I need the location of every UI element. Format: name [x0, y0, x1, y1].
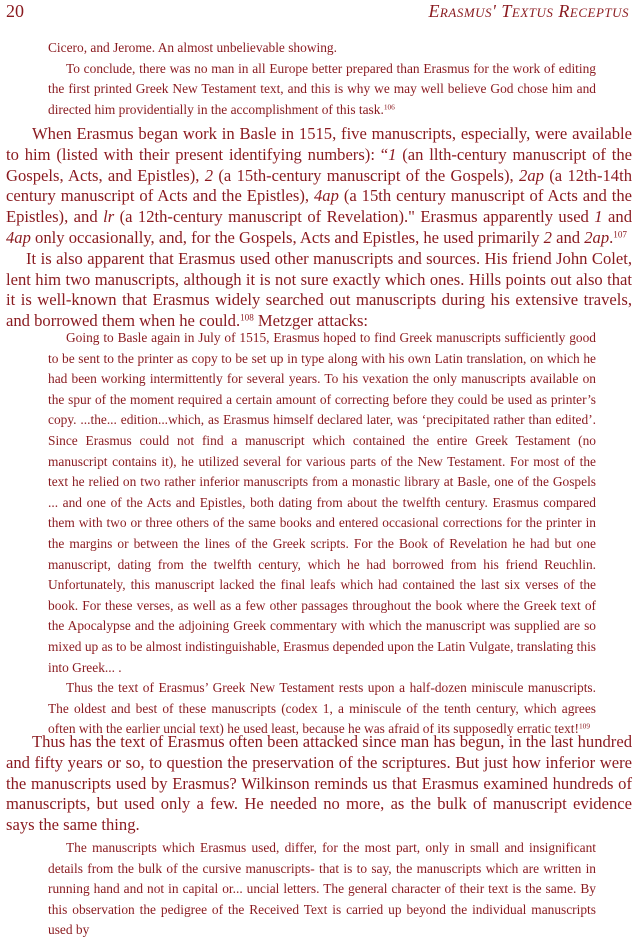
- body-text: .: [609, 227, 614, 247]
- body-text: (a 12th-century manuscript of Revelation)." Erasmus apparently used: [114, 207, 595, 227]
- footnote-ref-107: 107: [613, 229, 627, 240]
- manuscript-id: 4ap: [6, 227, 31, 247]
- body-paragraph: [6, 249, 632, 332]
- quote-text: To conclude, there was no man in all Europe better prepared than Erasmus for the work of editing the first printed Greek New Testament text, and this is why we may well believe God chose him and directed him providentially in the accomplishment of this task.: [48, 60, 596, 117]
- quote-continuation: Cicero, and Jerome. An almost unbelievable showing.: [48, 40, 337, 55]
- body-text: It is also apparent that Erasmus used other manuscripts and sources. His friend John Colet, lent him two manuscripts, although it is not sure exactly which ones. Hills points out also that it is well-known that Erasmus widely searched out manuscripts during his extensive travels, and borrowed them when he could.: [6, 248, 632, 331]
- manuscript-id: 2: [543, 227, 552, 247]
- page-header: [0, 0, 637, 24]
- quote-paragraph: [48, 678, 596, 740]
- quote-paragraph: [48, 59, 596, 121]
- manuscript-id: 2ap: [519, 165, 544, 185]
- manuscript-id: 2: [204, 165, 214, 185]
- body-text: and: [602, 207, 632, 227]
- footnote-ref-109: 109: [578, 721, 591, 731]
- quote-text: Thus the text of Erasmus’ Greek New Testament rests upon a half-dozen miniscule manuscripts. The oldest and best of these manuscripts (codex 1, a miniscule of the tenth century, which agrees often with the earlier uncial text) he used least, because he was afraid of its supposedly erratic text!: [48, 680, 596, 737]
- manuscript-id: 4ap: [313, 186, 339, 206]
- body-text: (an llth-century manuscript of the Gospels, Acts, and Epistles),: [6, 144, 632, 185]
- manuscript-id: lr: [103, 207, 115, 227]
- block-quote-2: [48, 328, 596, 740]
- footnote-ref-106: 106: [383, 102, 395, 112]
- body-text: (a 15th-century manuscript of the Gospels),: [213, 165, 520, 185]
- manuscript-id: 1: [388, 144, 397, 164]
- body-text: Metzger attacks:: [253, 311, 369, 331]
- body-text-1: [6, 124, 632, 332]
- block-quote-3: [48, 838, 596, 941]
- running-head: Erasmus' Textus Receptus: [428, 1, 629, 21]
- body-text-2: [6, 732, 632, 836]
- body-text: and: [551, 227, 585, 247]
- body-paragraph: Thus has the text of Erasmus often been attacked since man has begun, in the last hundred and fifty years or so, to question the preservation of the scriptures. But just how inferior were the manuscripts used by Erasmus? Wilkinson reminds us that Erasmus examined hundreds of manuscripts, but used only a few. He needed no more, as the bulk of manuscript evidence says the same thing.: [6, 732, 632, 835]
- quote-paragraph: Going to Basle again in July of 1515, Erasmus hoped to find Greek manuscripts sufficiently good to be sent to the printer as copy to be set up in type along with his own Latin translation, on which he had been working intermittently for several years. To his vexation the only manuscripts available on the spur of the moment required a certain amount of correcting before they could be used as printer’s copy. ...the... edition...which, as Erasmus himself declared later, was ‘precipitated rather than edited’. Since Erasmus could not find a manuscript which contained the entire Greek Testament (no manuscript contains it), he utilized several for various parts of the New Testament. For most of the text he relied on two rather inferior manuscripts from a monastic library at Basle, one of the Gospels ... and one of the Acts and Epistles, both dating from about the twelfth century. Erasmus compared them with two or three others of the same books and entered occasional corrections for the printer in the margins or between the lines of the Greek scripts. For the Book of Revelation he had but one manuscript, dating from the twelfth century, which he had borrowed from his friend Reuchlin. Unfortunately, this manuscript lacked the final leafs which had contained the last six verses of the book. For these verses, as well as a few other passages throughout the book where the Greek text of the Apocalypse and the adjoining Greek commentary with which the manuscript was supplied are so mixed up as to be almost indistinguishable, Erasmus depended upon the Latin Vulgate, translating this into Greek... .: [48, 330, 596, 675]
- footnote-ref-108: 108: [240, 312, 254, 323]
- body-paragraph: [6, 124, 632, 249]
- quote-paragraph: The manuscripts which Erasmus used, differ, for the most part, only in small and insignificant details from the bulk of the cursive manuscripts- that is to say, the manuscripts which are written in running hand and not in capital or... uncial letters. The general character of their text is the same. By this observation the pedigree of the Received Text is carried up beyond the individual manuscripts used by: [48, 840, 596, 938]
- body-text: (a 12th-14th century manuscript of Acts and the Epistles),: [6, 165, 633, 206]
- manuscript-id: 2ap: [584, 227, 610, 247]
- page-number: 20: [6, 1, 24, 21]
- body-text: (a 15th century manuscript of Acts and the Epistles), and: [6, 186, 632, 227]
- block-quote-1: [48, 38, 596, 120]
- body-text: When Erasmus began work in Basle in 1515, five manuscripts, especially, were available to him (listed with their present identifying numbers): “: [6, 124, 632, 164]
- body-text: only occasionally, and, for the Gospels, Acts and Epistles, he used primarily: [30, 227, 544, 247]
- manuscript-id: 1: [594, 207, 603, 227]
